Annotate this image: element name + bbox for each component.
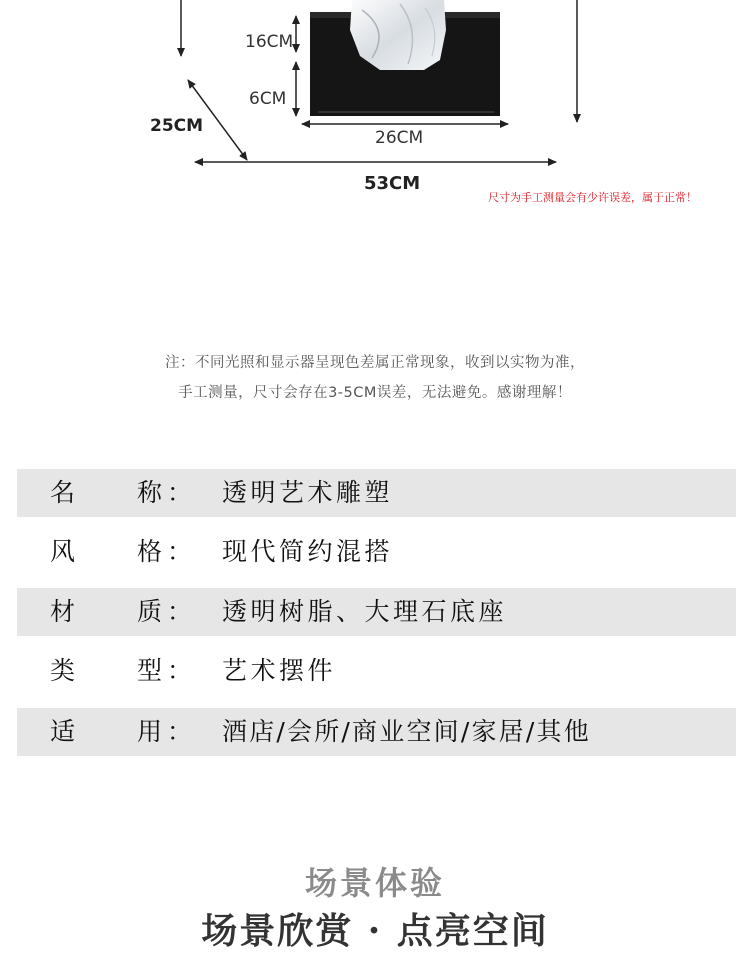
- upper-height-label: 16CM: [245, 32, 294, 52]
- notice-line-2: 手工测量，尺寸会存在3-5CM误差，无法避免。感谢理解！: [178, 385, 572, 401]
- spec-colon: ：: [167, 656, 193, 685]
- spec-value: 艺术摆件: [222, 656, 337, 685]
- scene-subtitle: 场景欣赏 · 点亮空间: [201, 910, 549, 952]
- spec-label-char-1: 名: [50, 478, 76, 507]
- tolerance-note: 尺寸为手工测量会有少许误差，属于正常！: [488, 191, 697, 204]
- spec-colon: ：: [167, 717, 193, 746]
- spec-value: 透明树脂、大理石底座: [222, 597, 508, 626]
- spec-row-name: [17, 469, 736, 517]
- spec-label-char-2: 质: [137, 597, 163, 626]
- spec-value: 酒店/会所/商业空间/家居/其他: [222, 717, 591, 746]
- spec-label-char-1: 材: [50, 597, 76, 626]
- spec-label-char-2: 型: [137, 656, 163, 685]
- spec-label-char-1: 风: [50, 537, 76, 566]
- spec-row-style: [17, 528, 736, 576]
- spec-colon: ：: [167, 478, 193, 507]
- spec-label-char-2: 格: [137, 537, 163, 566]
- spec-label-char-2: 称: [137, 478, 163, 507]
- spec-value: 透明艺术雕塑: [222, 478, 394, 507]
- spec-colon: ：: [167, 537, 193, 566]
- depth-label: 25CM: [150, 116, 204, 136]
- spec-row-type: [17, 647, 736, 695]
- spec-value: 现代简约混搭: [222, 537, 394, 566]
- notice-line-1: 注：不同光照和显示器呈现色差属正常现象，收到以实物为准，: [165, 355, 585, 371]
- base-height-label: 6CM: [249, 89, 287, 109]
- spec-label-char-1: 类: [50, 656, 76, 685]
- spec-colon: ：: [167, 597, 193, 626]
- spec-label-char-1: 适: [50, 717, 76, 746]
- total-width-label: 53CM: [364, 173, 421, 194]
- spec-row-material: [17, 588, 736, 636]
- spec-label-char-2: 用: [137, 717, 163, 746]
- spec-row-usage: [17, 708, 736, 756]
- dimension-diagram: [0, 0, 750, 220]
- scene-title: 场景体验: [304, 864, 445, 902]
- base-width-label: 26CM: [375, 128, 424, 148]
